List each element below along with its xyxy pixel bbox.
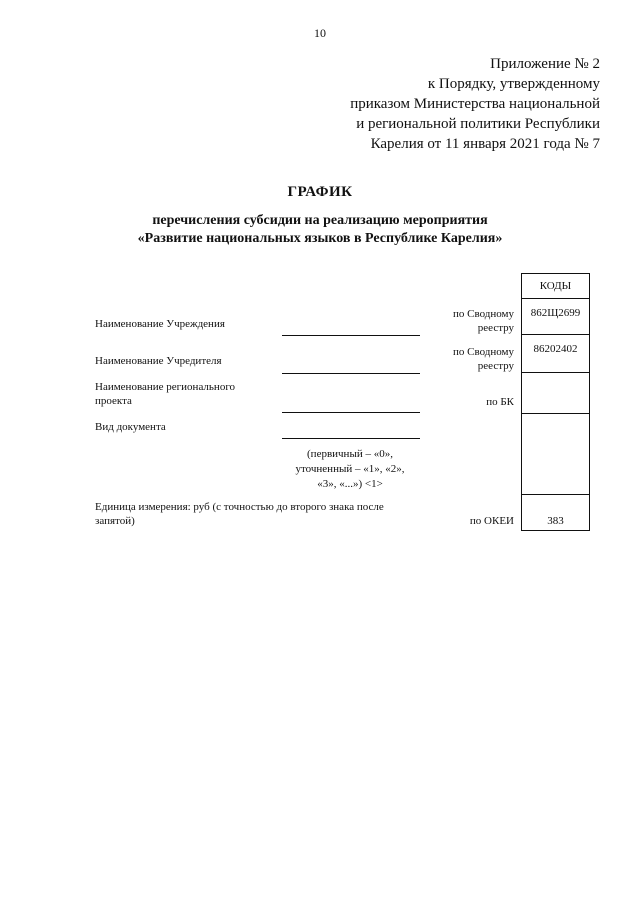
- unit-label-line-1: Единица измерения: руб (с точностью до второго знака после: [95, 501, 384, 513]
- codes-header: КОДЫ: [522, 274, 590, 299]
- doc-type-code: [522, 414, 590, 495]
- okei-code: 383: [522, 495, 590, 531]
- bk-label: по БК: [486, 396, 514, 408]
- codes-row: [522, 414, 590, 495]
- project-label-line-1: Наименование регионального: [95, 381, 236, 393]
- codes-row: [522, 373, 590, 414]
- annex-line: Карелия от 11 января 2021 года № 7: [370, 136, 600, 152]
- okei-label: по ОКЕИ: [469, 515, 514, 527]
- codes-table: [521, 273, 590, 531]
- founder-name-line: [282, 373, 420, 374]
- registry-label-2: [453, 345, 514, 373]
- registry-label-1-line-2: реестру: [477, 322, 514, 334]
- bk-code: [522, 373, 590, 414]
- institution-label: Наименование Учреждения: [95, 318, 225, 330]
- registry-label-2-line-1: по Сводному: [452, 346, 514, 358]
- doc-type-hint: [268, 447, 432, 492]
- codes-row: [522, 495, 590, 531]
- institution-code: 862Щ2699: [522, 299, 590, 335]
- institution-name-line: [282, 335, 420, 336]
- project-label: [95, 380, 235, 408]
- annex-block: [350, 54, 600, 154]
- doc-type-line: [282, 438, 420, 439]
- subtitle-line-1: перечисления субсидии на реализацию мероприятия: [152, 213, 488, 228]
- registry-label-2-line-2: реестру: [477, 360, 514, 372]
- document-title: ГРАФИК: [287, 184, 353, 200]
- unit-label-line-2: запятой): [95, 515, 135, 527]
- doc-type-label: Вид документа: [95, 421, 166, 433]
- annex-line: Приложение № 2: [490, 56, 600, 72]
- annex-line: к Порядку, утвержденному: [427, 76, 600, 92]
- unit-label: [95, 500, 384, 528]
- codes-header-row: [522, 274, 590, 299]
- annex-line: и региональной политики Республики: [356, 116, 600, 132]
- subtitle-line-2: «Развитие национальных языков в Республике Карелия»: [137, 231, 503, 246]
- annex-line: приказом Министерства национальной: [350, 96, 600, 112]
- codes-row: [522, 335, 590, 373]
- hint-line-3: «3», «...») <1>: [317, 478, 383, 490]
- project-name-line: [282, 412, 420, 413]
- registry-label-1: [453, 307, 514, 335]
- hint-line-2: уточненный – «1», «2»,: [295, 463, 405, 475]
- hint-line-1: (первичный – «0»,: [307, 448, 393, 460]
- document-subtitle: [0, 212, 640, 248]
- project-label-line-2: проекта: [95, 395, 132, 407]
- founder-code: 86202402: [522, 335, 590, 373]
- registry-label-1-line-1: по Сводному: [452, 308, 514, 320]
- page-number: 10: [314, 26, 326, 40]
- founder-label: Наименование Учредителя: [95, 355, 222, 367]
- codes-row: [522, 299, 590, 335]
